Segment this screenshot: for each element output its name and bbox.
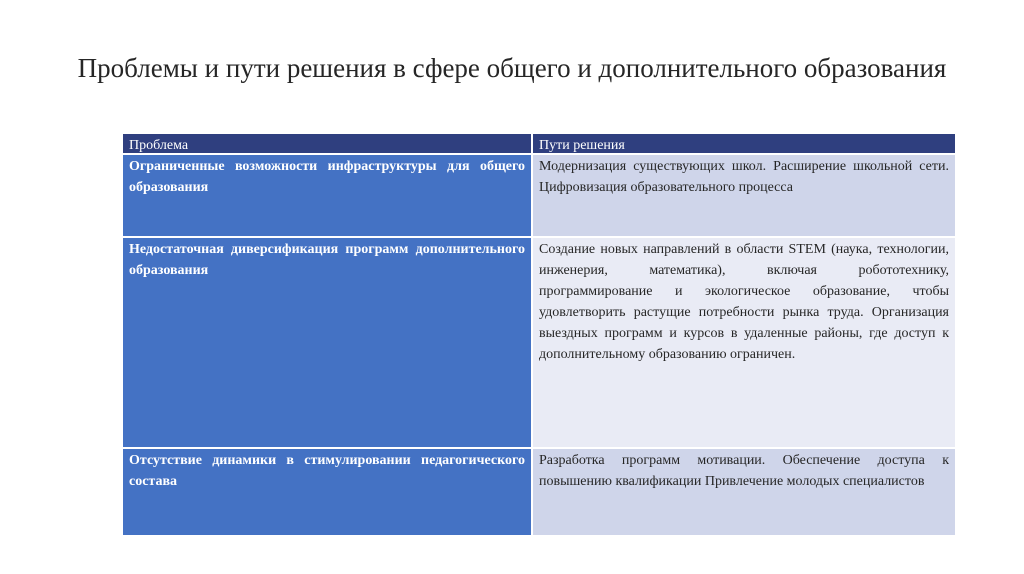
problems-solutions-table — [123, 134, 955, 535]
solution-cell-2: Создание новых направлений в области STEM (наука, технологии, инженерия, математика), включая робототехнику, программирование и экологическое образование, чтобы удовлетворить растущие потребности рынка труда. Организация выездных программ и курсов в удаленные районы, где доступ к дополнительному образованию ограничен. — [531, 238, 955, 449]
solution-cell-3: Разработка программ мотивации. Обеспечение доступа к повышению квалификации Привлечение молодых специалистов — [531, 449, 955, 535]
slide-title: Проблемы и пути решения в сфере общего и дополнительного образования — [77, 53, 947, 83]
header-problem: Проблема — [123, 134, 531, 155]
solution-cell-1: Модернизация существующих школ. Расширение школьной сети. Цифровизация образовательного процесса — [531, 155, 955, 238]
problem-cell-1: Ограниченные возможности инфраструктуры для общего образования — [123, 155, 531, 238]
header-solutions: Пути решения — [531, 134, 955, 155]
problem-cell-3: Отсутствие динамики в стимулировании педагогического состава — [123, 449, 531, 535]
problem-cell-2: Недостаточная диверсификация программ дополнительного образования — [123, 238, 531, 449]
